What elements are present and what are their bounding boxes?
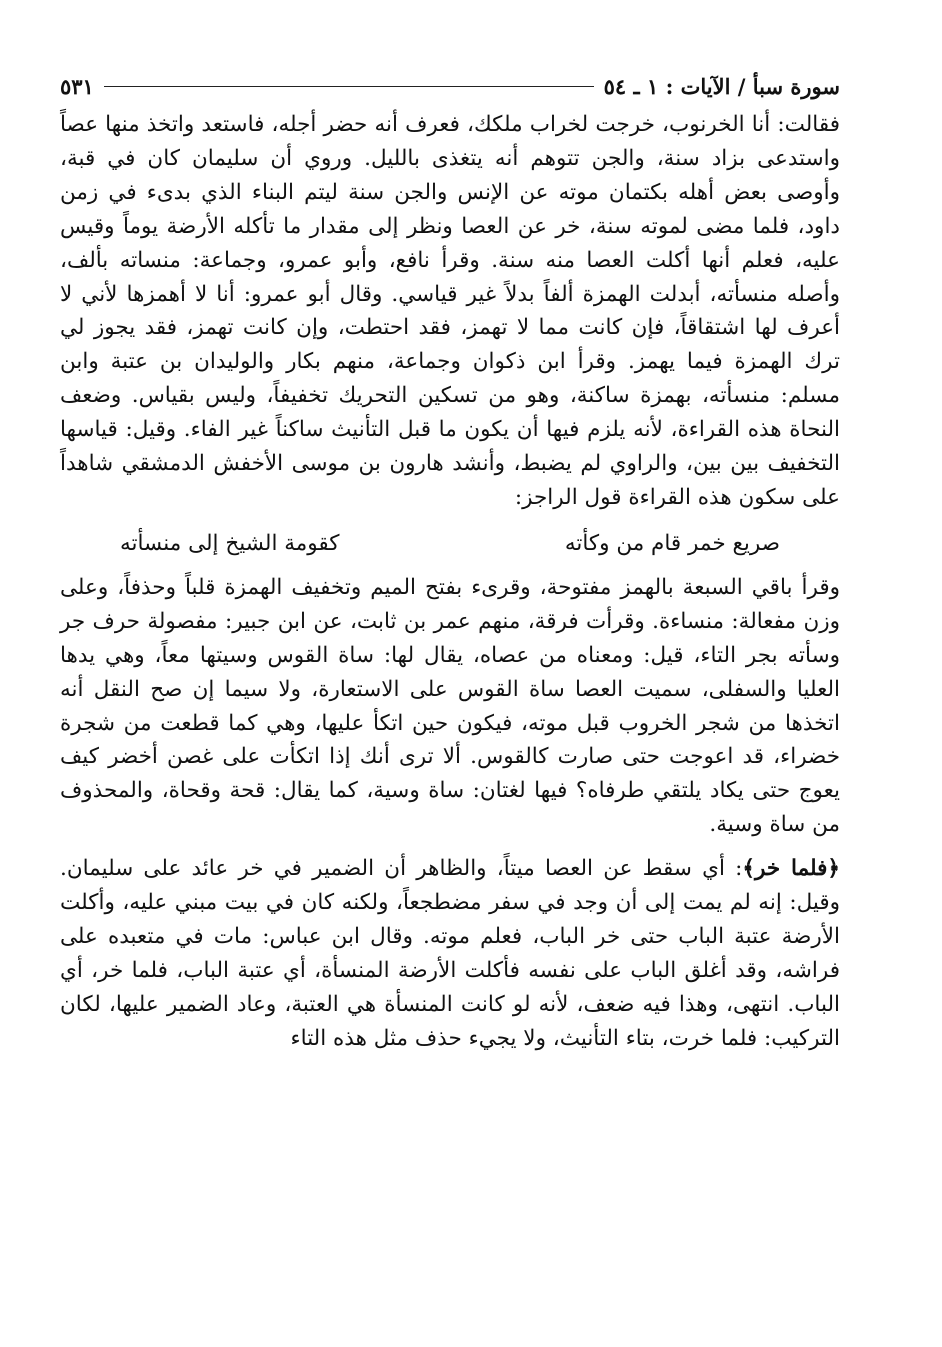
quran-phrase: ﴿فلما خر﴾ — [742, 856, 840, 882]
page-content — [60, 66, 840, 1056]
paragraph-3-text: : أي سقط عن العصا ميتاً، والظاهر أن الضمير في خر عائد على سليمان. وقيل: إنه لم يمت إلى أن وجد في سفر مضطجعاً، ولكنه كان في بيت مبني عليه، وأكلت الأرضة عتبة الباب حتى خر الباب، فعلم موته. وقال ابن عباس: مات في متعبده على فراشه، وقد أغلق الباب على نفسه فأكلت الأرضة المنسأة، أي عتبة الباب، فلما خر، أي الباب. انتهى، وهذا فيه ضعف، لأنه لو كانت المنسأة هي العتبة، وعاد الضمير عليها، لكان التركيب: فلما خرت، بتاء التأنيث، ولا يجيء حذف مثل هذه التاء — [60, 856, 840, 1051]
surah-title: سورة سبأ / الآيات : ١ ـ ٥٤ — [603, 73, 840, 99]
verse-second-hemistich: كقومة الشيخ إلى منسأته — [120, 530, 340, 556]
paragraph-3 — [60, 852, 840, 1055]
paragraph-1: فقالت: أنا الخرنوب، خرجت لخراب ملكك، فعرف أنه حضر أجله، فاستعد واتخذ منها عصاً واستدعى بزاد سنة، والجن تتوهم أنه يتغذى بالليل. وروي أن سليمان كان في قبة، وأوصى بعض أهله بكتمان موته عن الإنس والجن سنة ليتم البناء الذي بدىء في زمن داود، فلما مضى لموته سنة، خر عن العصا ونظر إلى مقدار ما تأكله الأرضة يوماً وقيس عليه، فعلم أنها أكلت العصا منه سنة. وقرأ نافع، وأبو عمرو، وجماعة: منساته بألف، وأصله منسأته، أبدلت الهمزة ألفاً بدلاً غير قياسي. وقال أبو عمرو: أنا لا أهمزها لأني لا أعرف لها اشتقاقاً، فإن كانت مما لا تهمز، فقد احتطت، وإن كانت تهمز، فقد يجوز لي ترك الهمزة فيما يهمز. وقرأ ابن ذكوان وجماعة، منهم بكار والوليدان بن عتبة وابن مسلم: منسأته، بهمزة ساكنة، وهو من تسكين التحريك تخفيفاً، وليس بقياس. وضعف النحاة هذه القراءة، لأنه يلزم فيها أن يكون ما قبل التأنيث ساكناً غير الفاء. وقيل: قياسها التخفيف بين بين، والراوي لم يضبط، وأنشد هارون بن موسى الأخفش الدمشقي شاهداً على سكون هذه القراءة قول الراجز: — [60, 112, 841, 510]
running-header — [60, 66, 840, 106]
paragraph-2: وقرأ باقي السبعة بالهمز مفتوحة، وقرىء بفتح الميم وتخفيف الهمزة قلباً وحذفاً، وعلى وزن مفعالة: منساءة. وقرأت فرقة، منهم عمر بن ثابت، عن ابن جبير: مفصولة حرف جر وسأته بجر التاء، قيل: ومعناه من عصاه، يقال لها: ساة القوس وسيتها معاً، وهي يدها العليا والسفلى، سميت العصا ساة القوس على الاستعارة، ولا سيما إن صح النقل أنه اتخذها من شجر الخروب قبل موته، فيكون حين اتكأ عليها، وهي كما قطعت من شجرة خضراء، قد اعوجت حتى صارت كالقوس. ألا ترى أنك إذا اتكأت على غصن أخضر كيف يعوج حتى يكاد يلتقي طرفاه؟ فيها لغتان: ساة وسية، كما يقال: قحة وقحاة، والمحذوف من ساة وسية. — [60, 574, 840, 838]
poetry-verse — [120, 527, 780, 561]
header-rule — [104, 86, 594, 87]
verse-first-hemistich: صريع خمر قام من وكأته — [564, 530, 780, 556]
page-number: ٥٣١ — [60, 73, 94, 99]
